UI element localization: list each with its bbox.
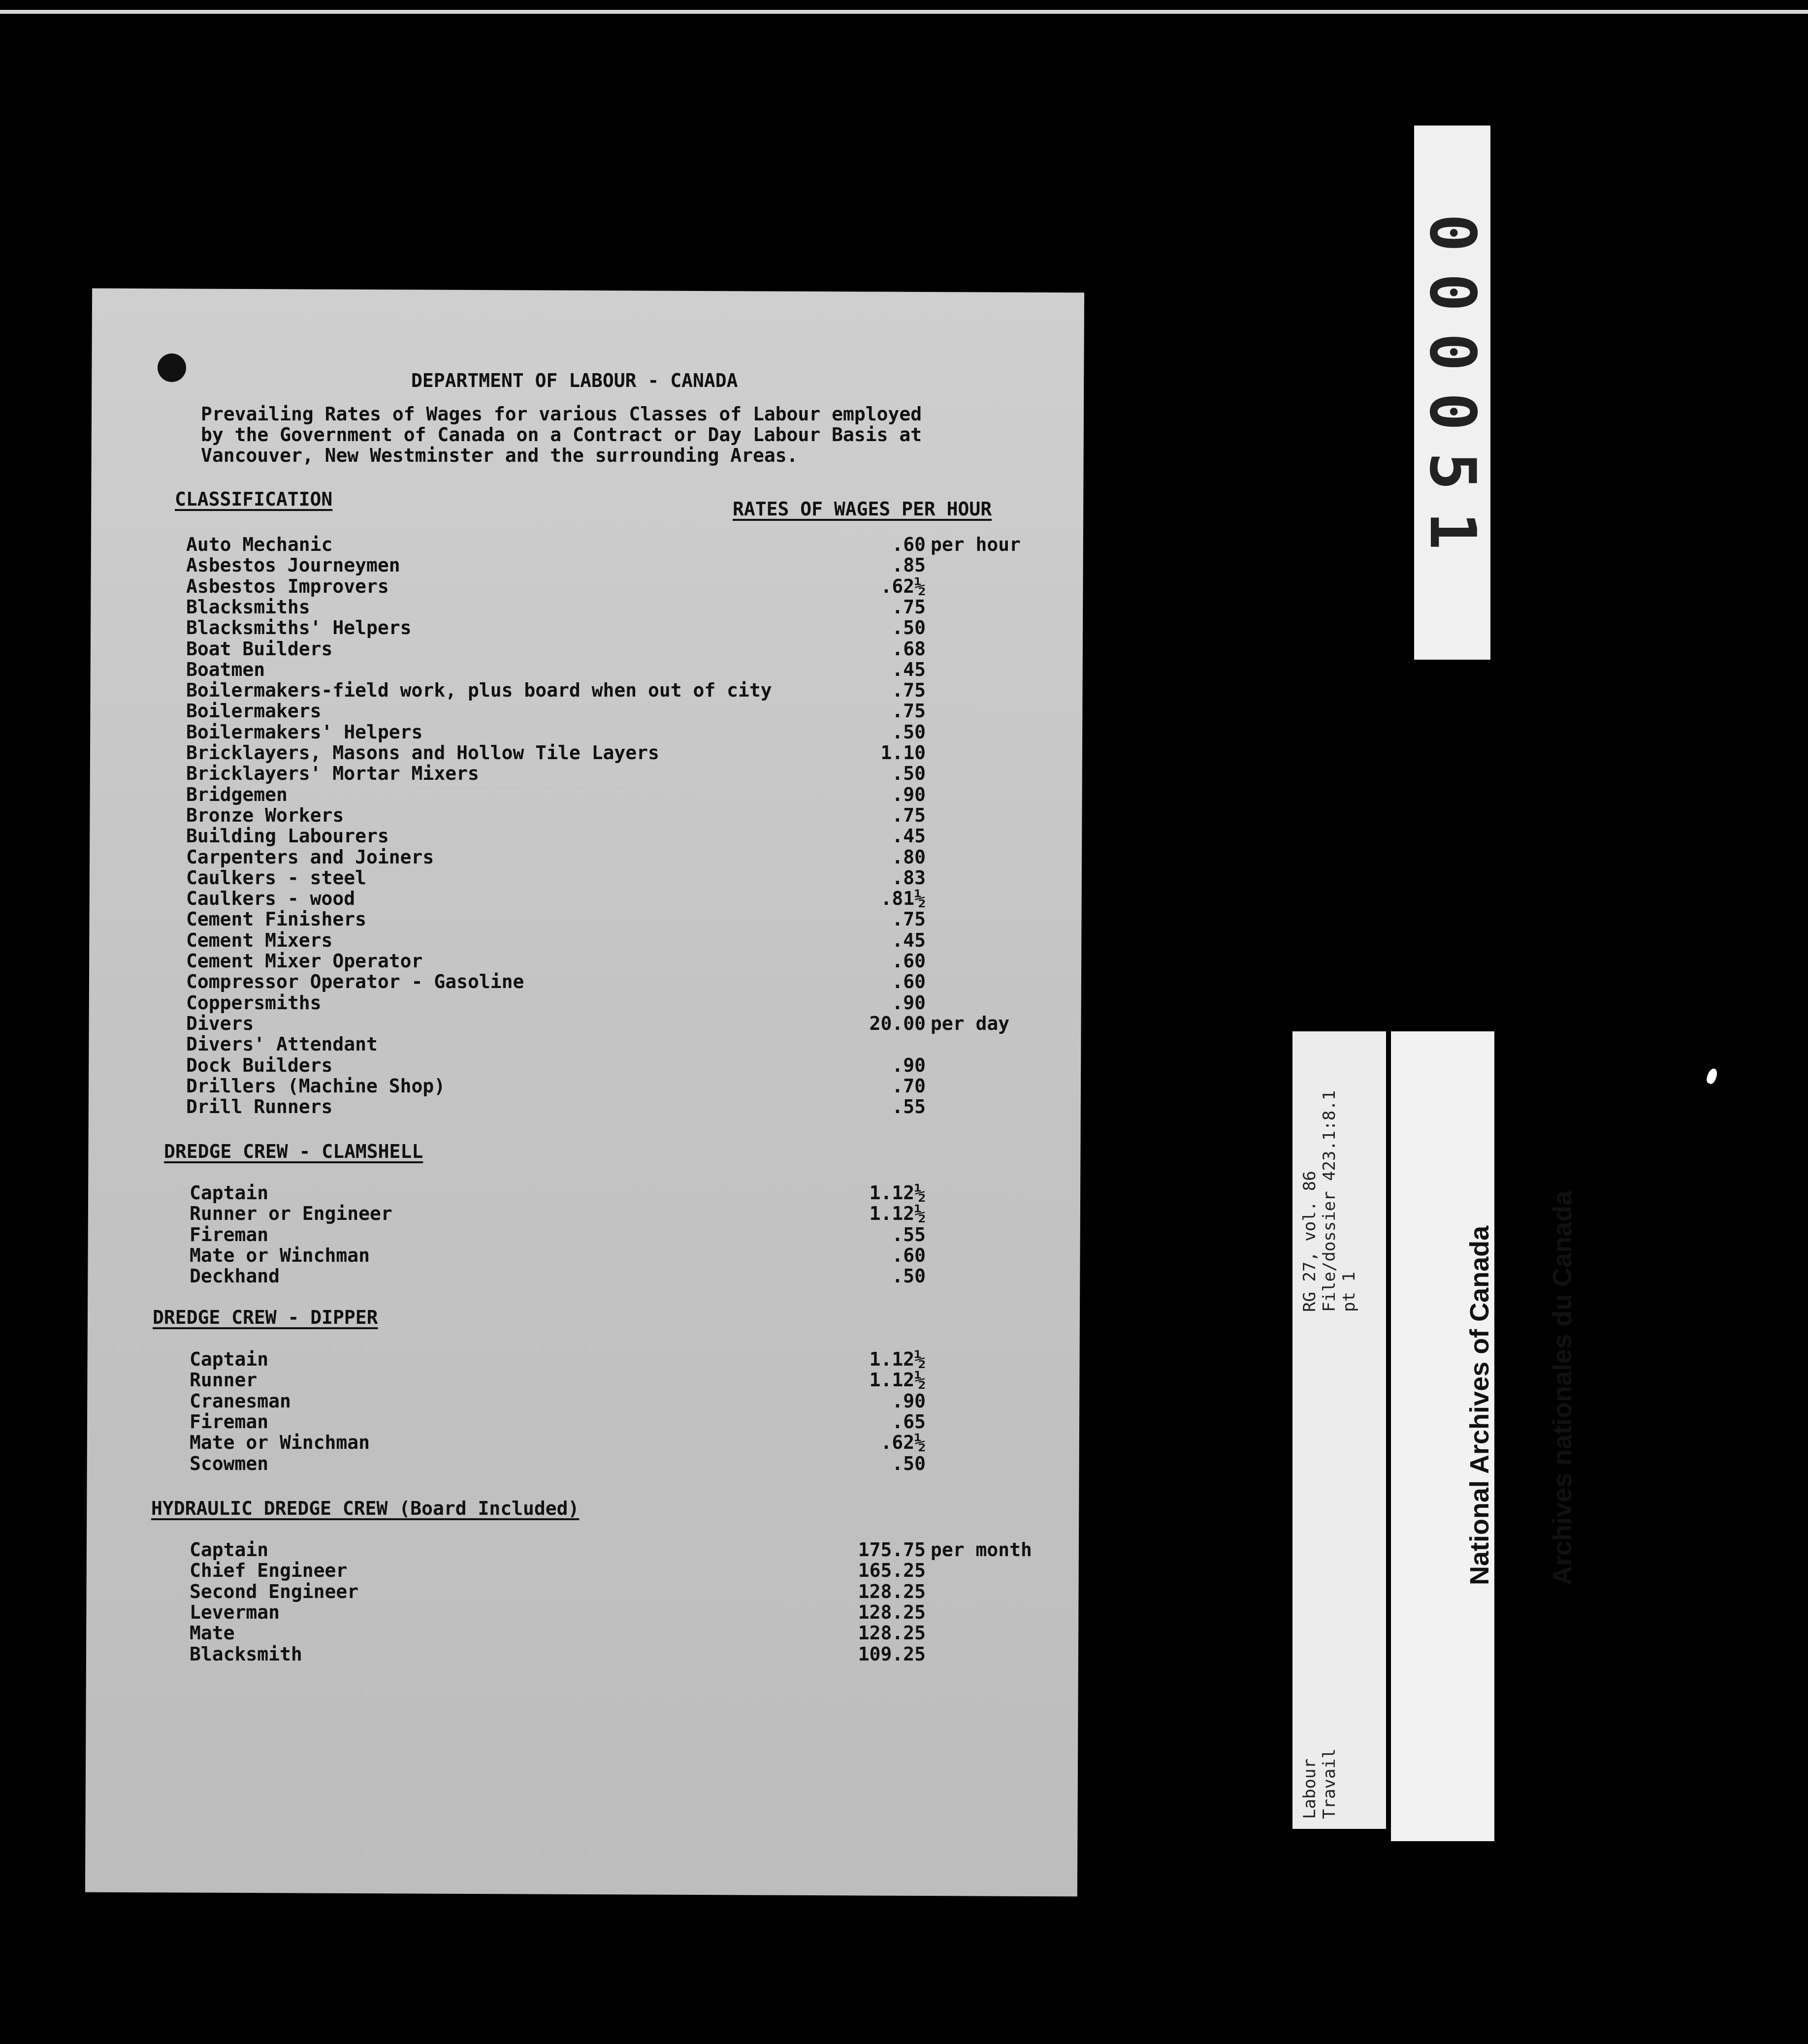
document-title: DEPARTMENT OF LABOUR - CANADA	[411, 370, 738, 391]
row-label: Asbestos Journeymen	[186, 554, 400, 576]
punch-hole	[158, 353, 186, 382]
row-rate: .90	[892, 783, 926, 805]
row-label: Blacksmith	[190, 1643, 302, 1665]
row-label: Boilermakers' Helpers	[186, 721, 423, 743]
reference-line-3: pt 1	[1339, 1272, 1359, 1312]
row-rate: .90	[892, 991, 926, 1014]
row-rate: .60	[892, 1244, 926, 1266]
row-rate: .62½	[880, 575, 926, 597]
row-label: Mate or Winchman	[190, 1244, 370, 1266]
row-label: Caulkers - wood	[186, 888, 355, 910]
row-rate: .45	[892, 825, 926, 847]
row-rate: .90	[892, 1390, 926, 1412]
archives-label-text	[1411, 1044, 1631, 1585]
row-label: Drillers (Machine Shop)	[186, 1075, 446, 1097]
row-rate: 1.12½	[869, 1348, 926, 1370]
row-rate: .50	[892, 1265, 926, 1287]
reference-line-1: RG 27, vol. 86	[1300, 1171, 1320, 1312]
row-rate: .62½	[880, 1432, 926, 1454]
subject-line-1: Labour	[1300, 1758, 1320, 1819]
archives-label-card	[1391, 1031, 1577, 1841]
row-label: Scowmen	[190, 1452, 269, 1474]
row-label: Dock Builders	[186, 1054, 333, 1076]
row-label: Mate or Winchman	[190, 1432, 370, 1454]
row-rate: 1.12½	[869, 1203, 926, 1225]
row-label: Chief Engineer	[190, 1560, 348, 1582]
row-label: Divers	[186, 1012, 254, 1034]
top-border-line	[0, 10, 1808, 14]
clamshell-heading: DREDGE CREW - CLAMSHELL	[164, 1141, 423, 1162]
frame-number-stamp	[1414, 126, 1490, 660]
row-label: Carpenters and Joiners	[186, 846, 434, 868]
frame-number: 000051	[1416, 214, 1489, 572]
row-rate: .60	[892, 534, 926, 555]
row-label: Auto Mechanic	[186, 534, 333, 555]
row-rate: .55	[892, 1223, 926, 1246]
dipper-heading: DREDGE CREW - DIPPER	[153, 1307, 378, 1328]
subject-line-2: Travail	[1320, 1748, 1339, 1819]
row-label: Caulkers - steel	[186, 866, 367, 889]
row-label: Fireman	[190, 1223, 269, 1246]
row-label: Second Engineer	[190, 1580, 359, 1602]
row-label: Captain	[190, 1348, 269, 1370]
row-label: Compressor Operator - Gasoline	[186, 971, 524, 993]
row-rate: .65	[892, 1410, 926, 1433]
row-rate: .68	[892, 638, 926, 660]
row-label: Cement Mixers	[186, 929, 333, 951]
archives-label-english: National Archives of Canada	[1465, 1225, 1494, 1585]
classification-heading: CLASSIFICATION	[175, 488, 333, 510]
film-speck	[1705, 1067, 1719, 1085]
row-rate: 128.25	[858, 1622, 926, 1644]
row-rate: 1.10	[880, 742, 926, 764]
intro-line-2: by the Government of Canada on a Contract or Day Labour Basis at	[201, 424, 922, 446]
row-label: Fireman	[190, 1410, 269, 1433]
row-rate: .50	[892, 721, 926, 743]
row-label: Cement Mixer Operator	[186, 950, 423, 972]
row-unit: per day	[931, 1012, 1010, 1034]
row-rate: .75	[892, 908, 926, 930]
row-unit: per hour	[931, 534, 1021, 555]
row-rate: .70	[892, 1075, 926, 1097]
row-label: Boilermakers	[186, 700, 322, 722]
row-label: Runner	[190, 1369, 258, 1391]
intro-line-3: Vancouver, New Westminster and the surrounding Areas.	[201, 445, 798, 466]
row-rate: .85	[892, 554, 926, 576]
row-rate: 1.12½	[869, 1182, 926, 1204]
row-rate: .90	[892, 1054, 926, 1076]
row-label: Bridgemen	[186, 783, 288, 805]
row-label: Cranesman	[190, 1390, 291, 1412]
row-rate: 175.75	[858, 1539, 926, 1561]
row-rate: .45	[892, 658, 926, 680]
row-label: Bricklayers, Masons and Hollow Tile Layers	[186, 742, 659, 764]
row-label: Blacksmiths' Helpers	[186, 617, 412, 639]
row-rate: .81½	[880, 888, 926, 910]
row-rate: 109.25	[858, 1643, 926, 1665]
row-label: Boatmen	[186, 658, 265, 680]
row-rate: 128.25	[858, 1601, 926, 1623]
row-rate: .80	[892, 846, 926, 868]
archives-label-french: Archives nationales du Canada	[1548, 1190, 1577, 1585]
row-label: Asbestos Improvers	[186, 575, 389, 597]
row-label: Cement Finishers	[186, 908, 367, 930]
row-label: Building Labourers	[186, 825, 389, 847]
row-label: Leverman	[190, 1601, 280, 1623]
row-label: Boat Builders	[186, 638, 333, 660]
archival-reference-card	[1292, 1031, 1386, 1829]
row-label: Mate	[190, 1622, 235, 1644]
row-label: Runner or Engineer	[190, 1203, 392, 1225]
row-label: Divers' Attendant	[186, 1033, 378, 1055]
row-unit: per month	[931, 1539, 1032, 1561]
row-label: Deckhand	[190, 1265, 280, 1287]
row-rate: .50	[892, 617, 926, 639]
row-rate: .75	[892, 700, 926, 722]
row-label: Captain	[190, 1182, 269, 1204]
row-label: Bricklayers' Mortar Mixers	[186, 763, 479, 785]
row-rate: .45	[892, 929, 926, 951]
reference-line-2: File/dossier 423.1:8.1	[1320, 1090, 1339, 1312]
row-rate: .50	[892, 1452, 926, 1474]
row-rate: .50	[892, 763, 926, 785]
row-rate: 1.12½	[869, 1369, 926, 1391]
row-rate: .60	[892, 971, 926, 993]
row-rate: .55	[892, 1096, 926, 1118]
row-label: Drill Runners	[186, 1096, 333, 1118]
row-rate: .83	[892, 866, 926, 889]
rates-heading: RATES OF WAGES PER HOUR	[733, 498, 992, 520]
row-label: Coppersmiths	[186, 991, 322, 1014]
row-label: Captain	[190, 1539, 269, 1561]
hydraulic-heading: HYDRAULIC DREDGE CREW (Board Included)	[151, 1498, 580, 1519]
row-label: Boilermakers-field work, plus board when out of city	[186, 679, 772, 702]
row-label: Blacksmiths	[186, 596, 310, 618]
row-rate: .75	[892, 596, 926, 618]
row-rate: 165.25	[858, 1560, 926, 1582]
intro-line-1: Prevailing Rates of Wages for various Classes of Labour employed	[201, 403, 922, 425]
row-rate: 128.25	[858, 1580, 926, 1602]
row-label: Bronze Workers	[186, 804, 344, 826]
row-rate: 20.00	[869, 1012, 926, 1034]
row-rate: .75	[892, 679, 926, 702]
row-rate: .60	[892, 950, 926, 972]
row-rate: .75	[892, 804, 926, 826]
